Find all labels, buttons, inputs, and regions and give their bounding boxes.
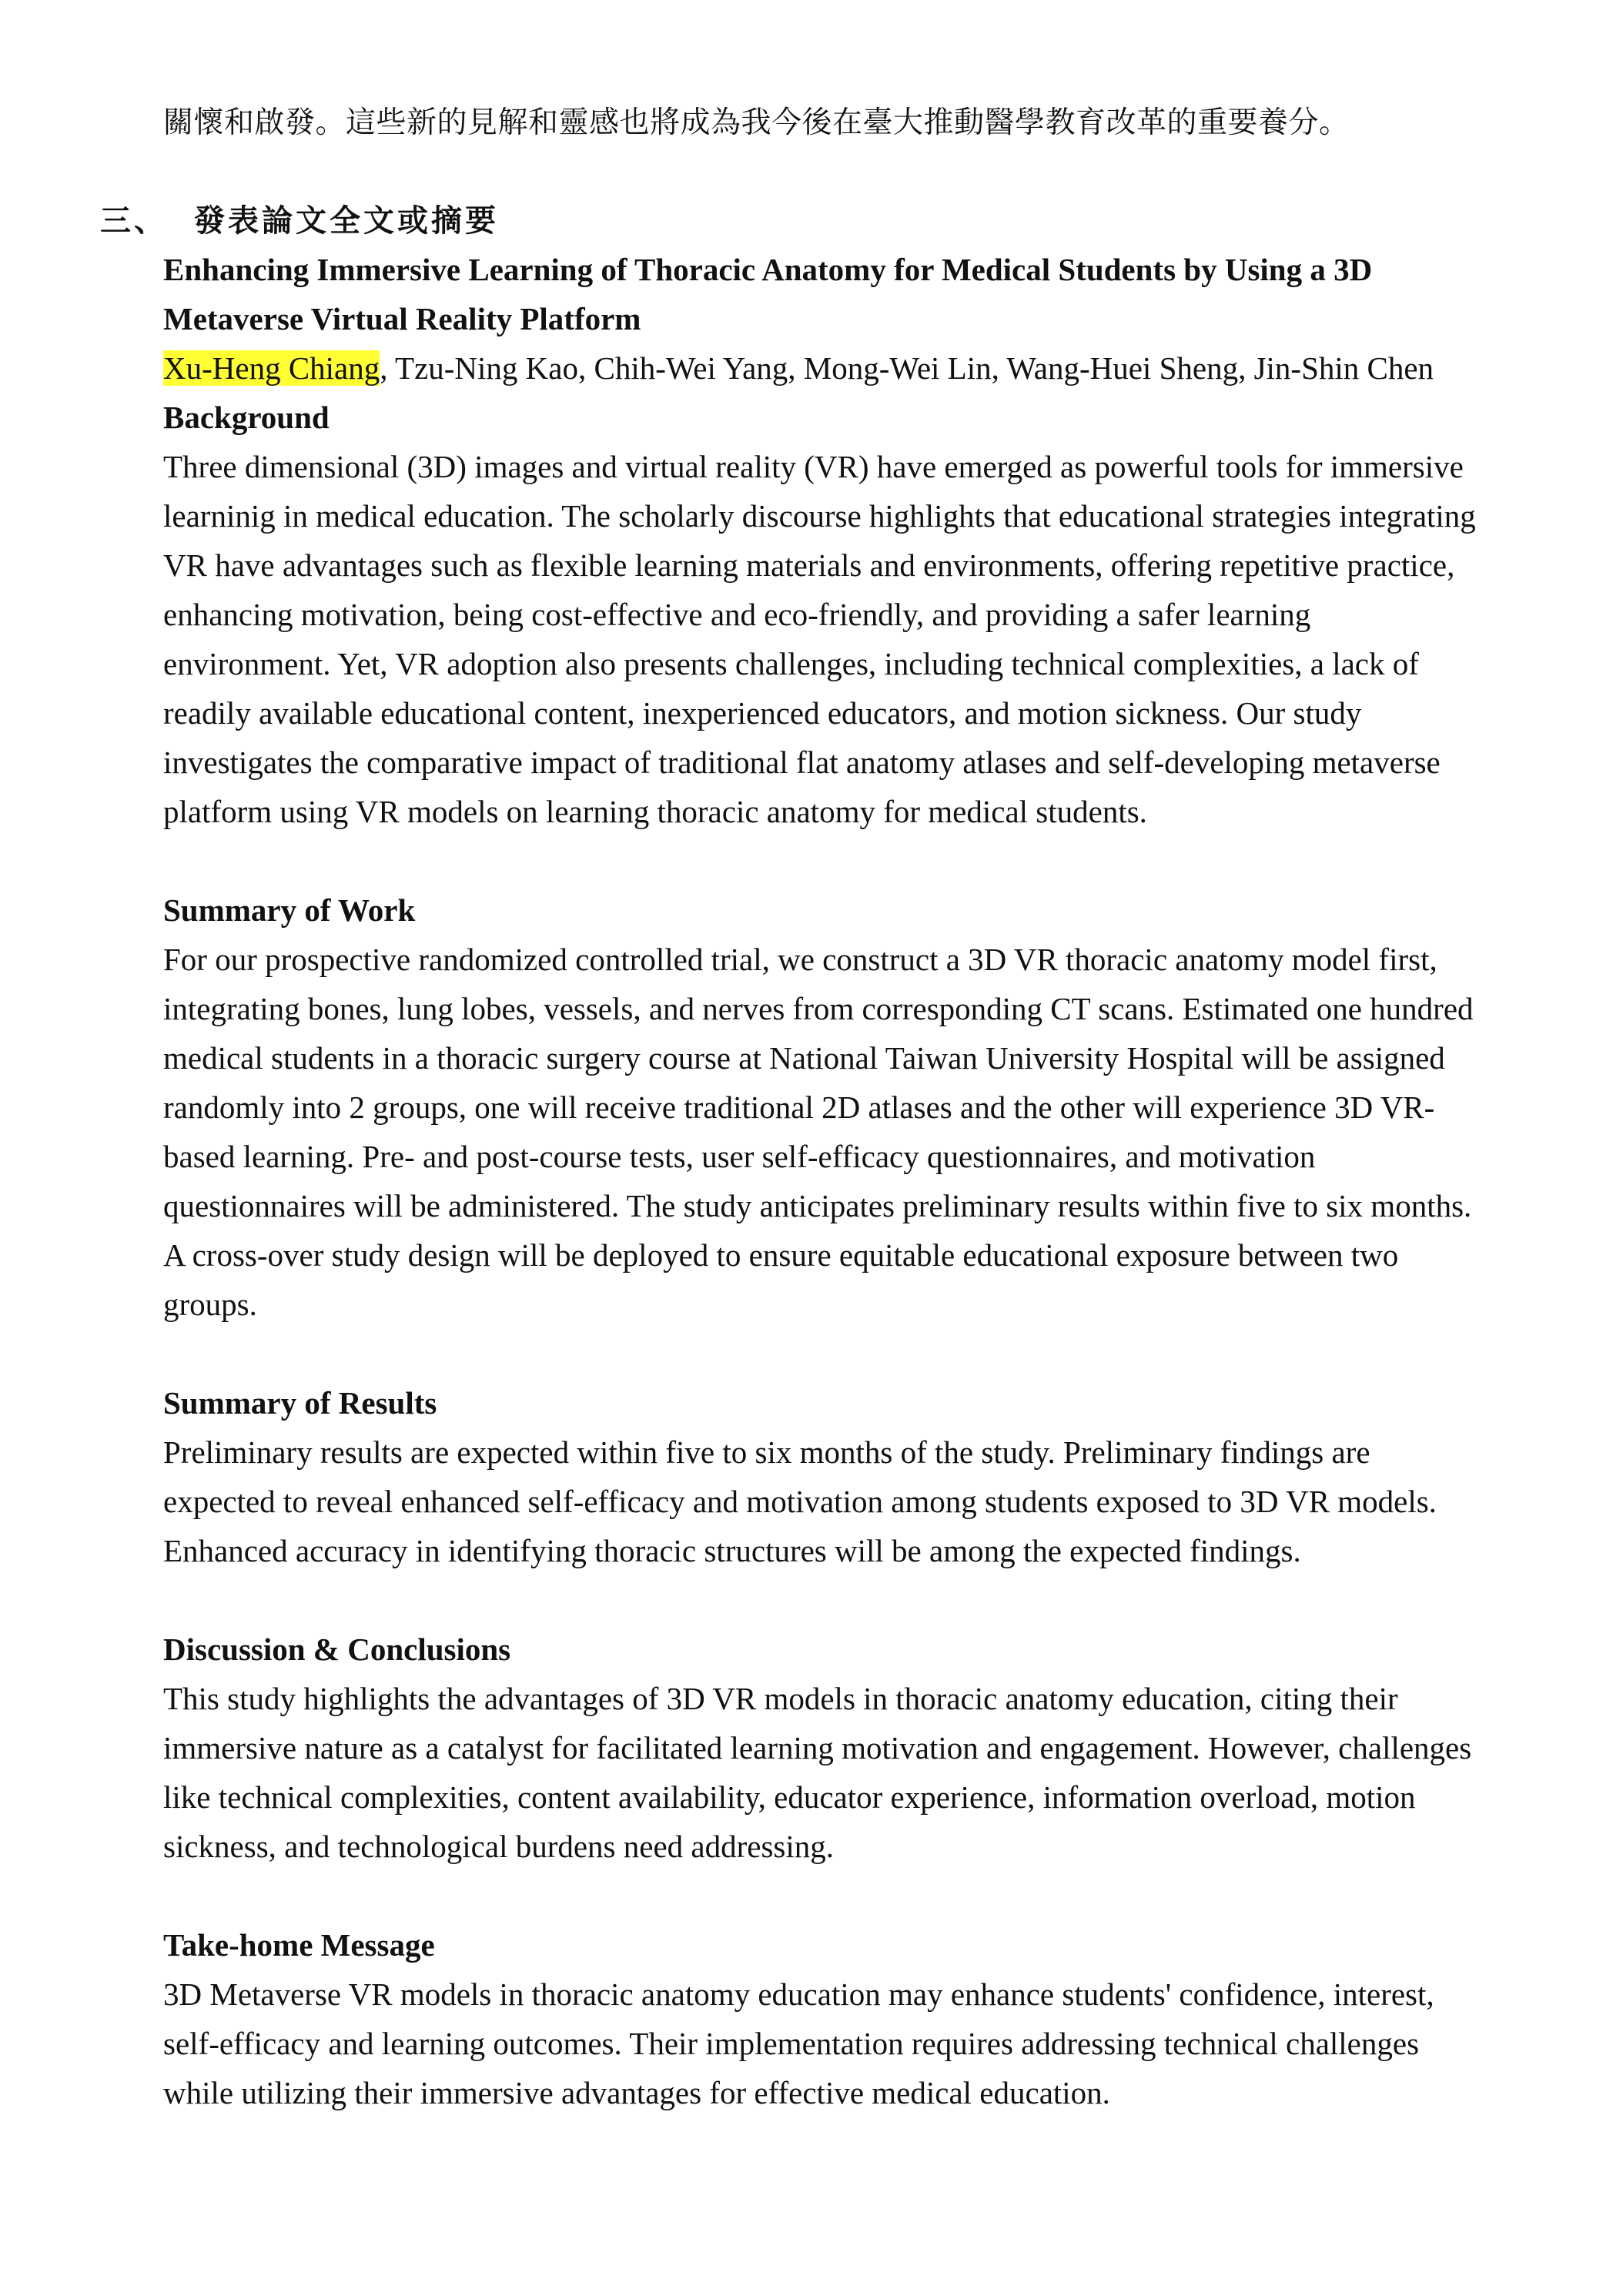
body-line: VR have advantages such as flexible learning materials and environments, offering repetitive practice, xyxy=(163,547,1455,583)
paper-title-line: Metaverse Virtual Reality Platform xyxy=(163,301,641,336)
body-line: medical students in a thoracic surgery course at National Taiwan University Hospital will be assigned xyxy=(163,1040,1445,1076)
body-line: self-efficacy and learning outcomes. Their implementation requires addressing technical challenges xyxy=(163,2026,1420,2061)
body-line: 3D Metaverse VR models in thoracic anatomy education may enhance students' confidence, interest, xyxy=(163,1976,1434,2012)
paper-title xyxy=(163,245,1549,343)
work-heading: Summary of Work xyxy=(163,892,416,928)
author-list xyxy=(163,343,1549,393)
body-line: environment. Yet, VR adoption also presents challenges, including technical complexities, a lack of xyxy=(163,646,1419,681)
background-heading: Background xyxy=(163,400,330,435)
intro-line: 關懷和啟發。這些新的見解和靈感也將成為我今後在臺大推動醫學教育改革的重要養分。 xyxy=(163,105,1350,140)
body-line: sickness, and technological burdens need addressing. xyxy=(163,1829,835,1864)
body-line: groups. xyxy=(163,1287,257,1322)
body-line: integrating bones, lung lobes, vessels, and nerves from corresponding CT scans. Estimated one hundred xyxy=(163,991,1474,1026)
body-line: This study highlights the advantages of 3D VR models in thoracic anatomy education, citing their xyxy=(163,1681,1398,1716)
body-line: immersive nature as a catalyst for facilitated learning motivation and engagement. However, challenges xyxy=(163,1730,1472,1766)
body-line: while utilizing their immersive advantages for effective medical education. xyxy=(163,2075,1110,2110)
other-authors: , Tzu-Ning Kao, Chih-Wei Yang, Mong-Wei Lin, Wang-Huei Sheng, Jin-Shin Chen xyxy=(380,350,1434,386)
body-line: Preliminary results are expected within five to six months of the study. Preliminary findings are xyxy=(163,1434,1370,1470)
section-number: 三、 xyxy=(100,202,168,239)
body-line: investigates the comparative impact of traditional flat anatomy atlases and self-developing metaverse xyxy=(163,745,1441,780)
highlighted-author: Xu-Heng Chiang xyxy=(163,350,380,386)
section-heading xyxy=(100,196,499,246)
discussion-heading: Discussion & Conclusions xyxy=(163,1632,511,1667)
body-line: For our prospective randomized controlled trial, we construct a 3D VR thoracic anatomy model first, xyxy=(163,942,1437,977)
takehome-heading: Take-home Message xyxy=(163,1927,435,1963)
section-title: 發表論文全文或摘要 xyxy=(194,202,499,239)
discussion-body xyxy=(163,1674,1549,1871)
body-line: platform using VR models on learning thoracic anatomy for medical students. xyxy=(163,794,1147,829)
body-line: like technical complexities, content availability, educator experience, information overload, motion xyxy=(163,1779,1416,1815)
body-line: Three dimensional (3D) images and virtual reality (VR) have emerged as powerful tools for immersive xyxy=(163,449,1464,484)
body-line: randomly into 2 groups, one will receive traditional 2D atlases and the other will experience 3D VR- xyxy=(163,1089,1435,1125)
results-body xyxy=(163,1427,1549,1575)
results-heading: Summary of Results xyxy=(163,1385,437,1421)
takehome-body xyxy=(163,1970,1549,2117)
body-line: readily available educational content, inexperienced educators, and motion sickness. Our study xyxy=(163,695,1362,731)
paper-title-line: Enhancing Immersive Learning of Thoracic Anatomy for Medical Students by Using a 3D xyxy=(163,252,1373,287)
body-line: Enhanced accuracy in identifying thoracic structures will be among the expected findings. xyxy=(163,1533,1301,1568)
work-body xyxy=(163,935,1549,1329)
body-line: enhancing motivation, being cost-effective and eco-friendly, and providing a safer learning xyxy=(163,597,1311,632)
body-line: learninig in medical education. The scholarly discourse highlights that educational strategies integrating xyxy=(163,498,1476,534)
body-line: A cross-over study design will be deployed to ensure equitable educational exposure between two xyxy=(163,1237,1399,1273)
body-line: questionnaires will be administered. The study anticipates preliminary results within five to six months. xyxy=(163,1188,1472,1223)
body-line: based learning. Pre- and post-course tests, user self-efficacy questionnaires, and motivation xyxy=(163,1139,1316,1174)
background-body xyxy=(163,442,1549,836)
body-line: expected to reveal enhanced self-efficacy and motivation among students exposed to 3D VR models. xyxy=(163,1484,1437,1519)
